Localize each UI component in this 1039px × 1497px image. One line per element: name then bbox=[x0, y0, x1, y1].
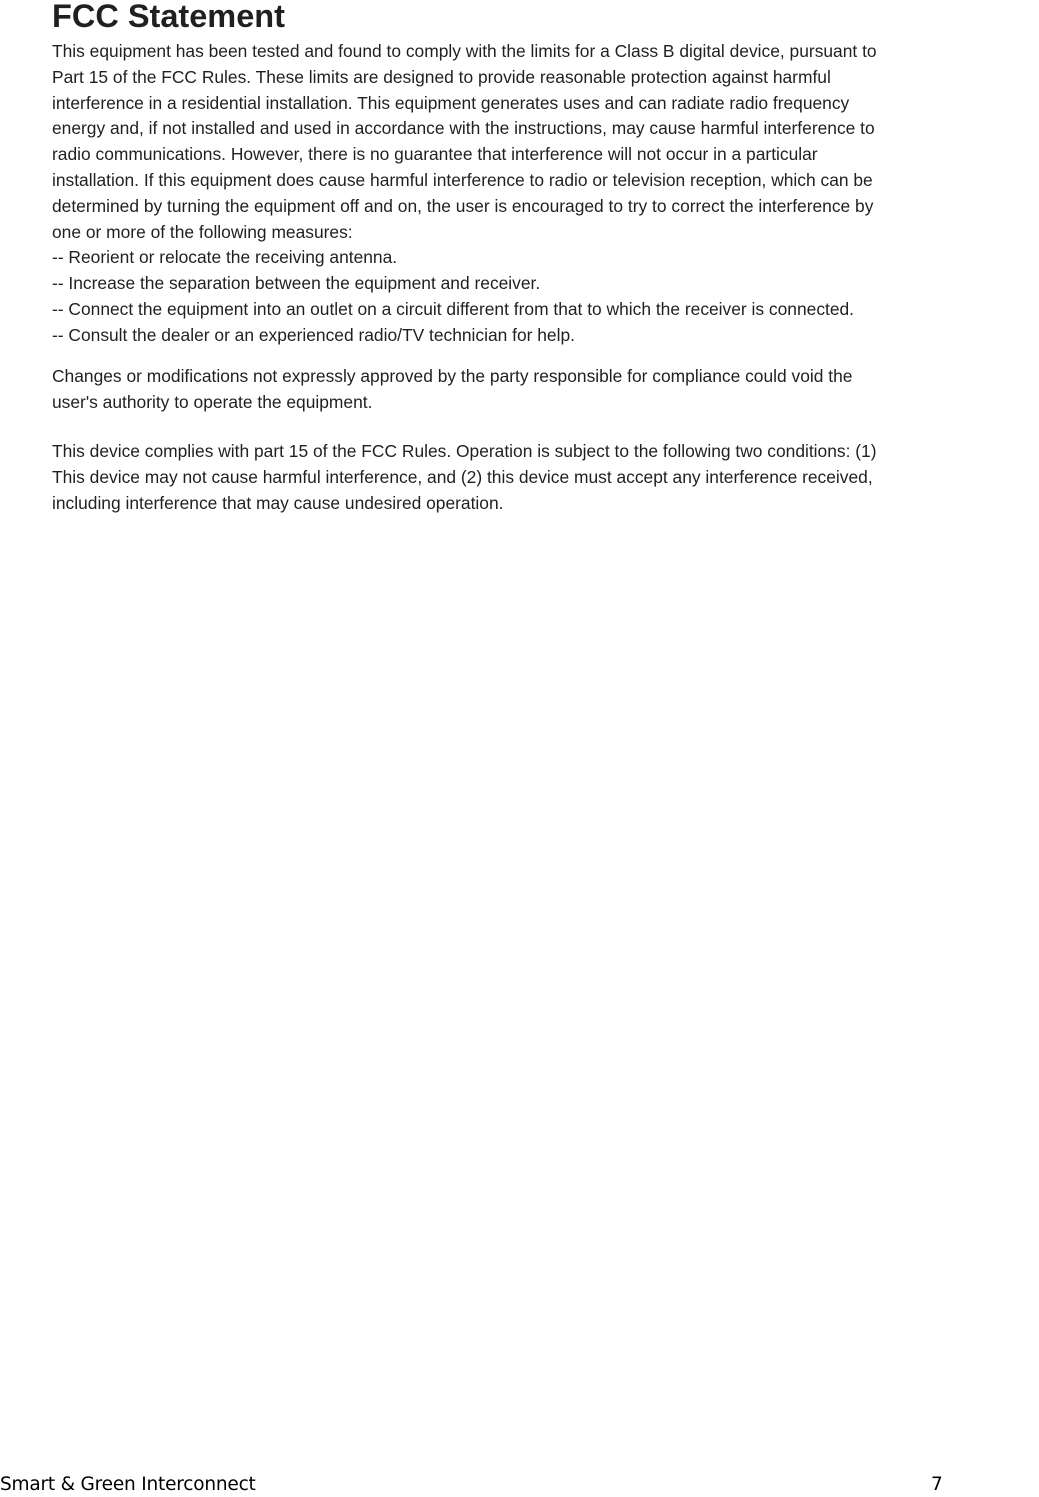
text-line: Part 15 of the FCC Rules. These limits are designed to provide reasonable protection against harmful bbox=[52, 66, 831, 87]
compliance-paragraph bbox=[52, 439, 1039, 516]
text-line: including interference that may cause undesired operation. bbox=[52, 492, 504, 513]
measure-item: -- Reorient or relocate the receiving antenna. bbox=[52, 247, 398, 268]
text-line: This device complies with part 15 of the FCC Rules. Operation is subject to the following two conditions: (1) bbox=[52, 441, 877, 461]
measure-item: -- Consult the dealer or an experienced radio/TV technician for help. bbox=[52, 324, 575, 345]
text-line: Changes or modifications not expressly approved by the party responsible for compliance could void the bbox=[52, 366, 853, 386]
text-line: energy and, if not installed and used in accordance with the instructions, may cause harmful interference to bbox=[52, 118, 875, 139]
footer-brand: Smart & Green Interconnect bbox=[0, 1474, 256, 1495]
text-line: installation. If this equipment does cause harmful interference to radio or television reception, which can be bbox=[52, 169, 873, 190]
changes-paragraph bbox=[52, 364, 1039, 416]
measure-item: -- Connect the equipment into an outlet on a circuit different from that to which the receiver is connected. bbox=[52, 298, 855, 319]
text-line: This device may not cause harmful interference, and (2) this device must accept any interference received, bbox=[52, 466, 873, 487]
text-line: user's authority to operate the equipment. bbox=[52, 391, 373, 412]
page-number: 7 bbox=[931, 1474, 943, 1495]
text-line: determined by turning the equipment off and on, the user is encouraged to try to correct the interference by bbox=[52, 195, 874, 216]
page-title: FCC Statement bbox=[52, 0, 285, 34]
text-line: radio communications. However, there is no guarantee that interference will not occur in a particular bbox=[52, 144, 818, 165]
intro-paragraph bbox=[52, 39, 1039, 349]
measure-item: -- Increase the separation between the equipment and receiver. bbox=[52, 273, 541, 294]
text-line: This equipment has been tested and found to comply with the limits for a Class B digital device, pursuant to bbox=[52, 41, 877, 61]
text-line: interference in a residential installation. This equipment generates uses and can radiate radio frequency bbox=[52, 92, 850, 113]
text-line: one or more of the following measures: bbox=[52, 221, 353, 242]
